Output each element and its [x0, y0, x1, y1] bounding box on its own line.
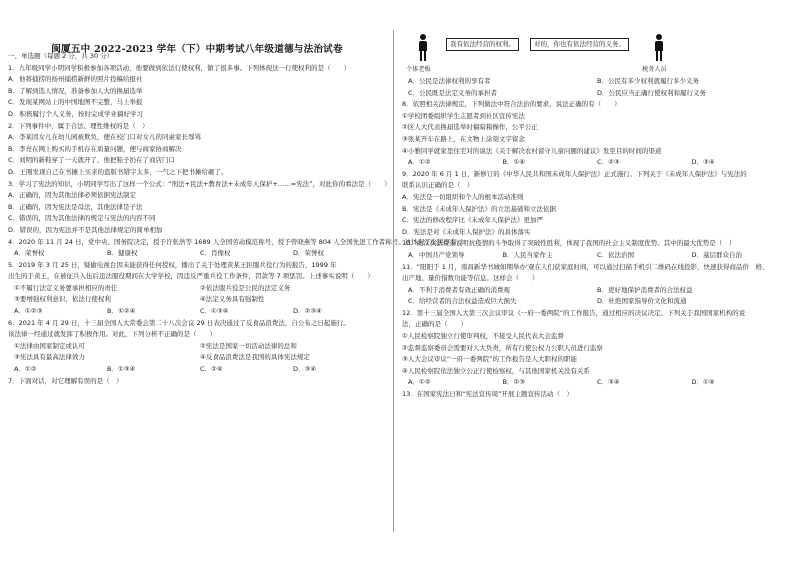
- option-item: D．杜绝国家指导价文化和流通: [597, 297, 687, 306]
- text-line: ④人民检察院依法独立公正行使检察权，与其他国家机关没有关系: [402, 366, 590, 375]
- option-item: ④反食品浪费法是我国的具体宪法规定: [200, 353, 310, 362]
- text-line: 11．“阳阳于 1 月，南昌新华书城如期举办‘观在人们获家庭时间，可以通过扫描手机引二维码在线投影，快速获得商品价 格、: [402, 262, 769, 271]
- text-line: A．他将捕捞的扬州捕捞新鲜的照片投稿给报社: [8, 75, 143, 84]
- text-line: ③张某开车在路上，在文物上涂刻文字留念: [402, 134, 525, 143]
- option-item: A．①②③: [14, 307, 43, 316]
- option-item: D．③④: [293, 365, 317, 374]
- option-item: C．依法治国: [597, 250, 635, 259]
- option-row: [8, 248, 386, 260]
- option-row: [8, 352, 386, 364]
- text-line: D．积极履行个人义务，按时完成学业搞好学习: [8, 109, 144, 118]
- speech-bubble-right: 对的，你也有依法经营的义务。: [530, 38, 629, 51]
- text-line: 一、单选题（每题 2 分，共 30 分）: [8, 52, 114, 60]
- option-row: [402, 250, 786, 262]
- text-line: 法，正确的是（ ）: [402, 320, 467, 329]
- caption-right: 税务人员: [642, 66, 667, 73]
- option-item: B．①④: [502, 158, 526, 167]
- text-line: ①学校团委组织学生志愿者到社区宣传宪法: [402, 111, 525, 120]
- text-line: A．李某因女儿在幼儿园被欺负，便在校门口对女儿的同桌家长辱骂: [8, 133, 201, 142]
- option-item: A．公民是法律权利的享有者: [408, 77, 491, 85]
- text-line: 10．此次执法检查说明抗疫情的斗争取得了突破性胜利，体现了我国的社会主义制度优势。其中的最大优势是（ ）: [402, 239, 736, 248]
- text-line: 8．依照相关法律规定，下列做法中符合法治的要求，说法正确的有（ ）: [402, 100, 621, 109]
- text-line: 出产地、量价指数功能等信息。这样会（ ）: [402, 274, 539, 283]
- text-line: C．刘明的新鞋穿了一天就开了，他把鞋子扔在了商店门口: [8, 156, 176, 165]
- text-line: 联系认识正确的是（ ）: [402, 181, 474, 190]
- option-item: B．更好地保护消费者的合法权益: [597, 285, 693, 294]
- dialogue-figure: [402, 34, 786, 74]
- text-line: 出生的于黄王，在被征兵入伍后违法服役期间在大学学校，因违反严重兵役工作条件，罚款等 7 项惩罚。上述事实说明（ ）: [8, 272, 374, 281]
- option-row: [402, 285, 786, 297]
- title: 闽厦五中 2022-2023 学年（下）中期考试八年级道德与法治试卷: [51, 44, 343, 55]
- option-item: ①不履行法定义务要承担相应的责任: [14, 283, 118, 292]
- option-row: [8, 294, 386, 306]
- option-row: [402, 76, 786, 88]
- option-item: B．公民有多少权利就履行多少义务: [597, 77, 699, 85]
- text-line: B．李亮在网上购买的手机存在质量问题，便与商家协商解决: [8, 144, 182, 153]
- text-line: 9．2020 年 6 月 1 日，新修订的《中华人民共和国未成年人保护法》正式施行。下列关于《未成年人保护法》与宪法的: [402, 169, 747, 178]
- text-line: ②监督监察委员会需要对人大负责，所有行使公权力公职人员进行监察: [402, 343, 603, 352]
- option-item: ③宪法具有最高法律效力: [14, 353, 85, 362]
- speech-bubble-left: 我有依法经营的权利。: [446, 38, 519, 51]
- text-line: D．宪法是对《未成年人保护法》的具体落实: [402, 227, 531, 236]
- option-item: A．①②: [408, 378, 431, 387]
- option-item: A．①②: [408, 158, 431, 167]
- right-questions: [402, 76, 786, 401]
- option-item: B．人民当家作主: [502, 250, 553, 259]
- option-item: D．荣誉权: [293, 249, 325, 258]
- option-item: A．不利于消费者有效正确的消费观: [408, 285, 510, 294]
- option-item: C．公民既是法定义务的承担者: [408, 88, 498, 97]
- option-item: C．肖像权: [200, 249, 231, 258]
- option-item: B．健康权: [107, 249, 138, 258]
- text-line: A．宪法是一切组织和个人的根本活动准则: [402, 192, 524, 201]
- option-item: A．中国共产党领导: [408, 250, 465, 259]
- text-line: 4．2020 年 11 月 24 日，党中央、国务院决定，授予许张浩等 1689 人全国劳动模范称号，授予曾晓燕等 804 人全国先进工作者称号。这体现了公民享有（ ）: [8, 237, 483, 246]
- text-line: ①人民检察院独立行使审判权，不接受人民代表大会监督: [402, 332, 564, 341]
- text-line: 2．下列事件中，属于合法、理性维权的是（ ）: [8, 121, 149, 130]
- option-row: [8, 306, 386, 318]
- option-item: C．②③: [597, 158, 620, 167]
- text-line: C．错误的，因为其他法律的规定与宪法的内容不同: [8, 214, 156, 223]
- text-line: B．宪法是《未成年人保护法》的立法基础和立法依据: [402, 204, 556, 213]
- right-column: [402, 34, 786, 401]
- text-line: 1．九年级同学小明同学积极参加各项活动，他要做到依法行使权利，做了很多事。下列体现这一行使权利的是（ ）: [8, 63, 351, 72]
- option-item: B．①②④: [107, 307, 136, 316]
- option-item: D．基层群众自治: [691, 250, 743, 259]
- option-item: D．公民应当正确行使权利和履行义务: [597, 88, 707, 97]
- option-item: A．荣誉权: [14, 249, 45, 258]
- text-line: A．正确的，因为其他法律必须依据宪法制定: [8, 191, 136, 200]
- option-item: ④法定义务具有强制性: [200, 295, 265, 304]
- text-line: 7．下面对话，对它理解有误的是（ ）: [8, 376, 123, 385]
- option-row: [8, 364, 386, 376]
- person-icon: [416, 34, 430, 62]
- text-line: B．了解到选人情况，准备参加人大的换届选举: [8, 86, 143, 95]
- text-line: 5．2019 年 3 月 25 日，疑偷电视台因未能获得任何授权，播出了关于处理黄某王拒服兵役行为的报告，1999 年: [8, 260, 337, 269]
- option-item: D．③④: [691, 158, 715, 167]
- option-item: D．②③④: [293, 307, 322, 316]
- text-line: D．错误的，因为宪法并不是其他法律规定的简单相加: [8, 225, 163, 234]
- option-row: [8, 283, 386, 295]
- option-item: B．①③④: [107, 365, 136, 374]
- option-item: D．①④: [691, 378, 715, 387]
- option-item: ②宪法是国家一切活动法律的总和: [200, 341, 297, 350]
- text-line: ④小雅同学就家里住宅对的说法《关于解决农村留守儿童问题的建议》发至目的时间的渠道: [402, 146, 662, 155]
- option-row: [402, 157, 786, 169]
- text-line: C．宪法的修改程序比《未成年人保护法》更加严: [402, 216, 544, 225]
- text-line: 该法律一经通过就发挥了积极作用。对此，下列分析不正确的是（ ）: [8, 330, 216, 339]
- text-line: 6．2021 年 4 月 29 日，十三届全国人大常委会第二十八次会议 29 日表决通过了反食品浪费法，自公布之日起施行。: [8, 318, 350, 327]
- option-item: ②依法服兵役是公民的法定义务: [200, 283, 291, 292]
- text-line: B．正确的，因为宪法是母法，其他法律是子法: [8, 202, 143, 211]
- option-item: ③要增强权利意识，依法行使权利: [14, 295, 111, 304]
- person-icon: [652, 34, 666, 62]
- text-line: 13．在国家宪法日和“宪法宣传周”开展主题宣传活动（ ）: [402, 390, 574, 399]
- column-divider: [393, 30, 394, 532]
- option-item: C．①③④: [200, 307, 229, 316]
- option-row: [402, 377, 786, 389]
- text-line: D．王刚发现自己在书摊上买来的盗版书错字太多，一气之下把书摊给砸了。: [8, 167, 228, 176]
- option-item: A．①②: [14, 365, 37, 374]
- option-item: C．给经营者的合法权益造成巨大损失: [408, 297, 517, 306]
- option-item: B．②③: [502, 378, 526, 387]
- text-line: ②区人大代表换届选举时搞暗箱操作，公平公正: [402, 123, 538, 132]
- option-row: [402, 296, 786, 308]
- option-item: C．③④: [597, 378, 620, 387]
- option-item: C．②④: [200, 365, 223, 374]
- text-line: ③人大会议审议“一府一委两院”的工作报告是人大职权的职能: [402, 355, 578, 364]
- option-row: [402, 88, 786, 100]
- text-line: 12．第十三届全国人大第三次会议审议《一府一委两院”的工作报告，通过相应的决议决定。下列关于我国国家机构的说: [402, 308, 746, 317]
- option-item: ①法律由国家制定或认可: [14, 341, 85, 350]
- text-line: 3．学习了宪法的知识，小明同学写出了这样一个公式：“刑法+民法+教育法+未成年人保护+……=宪法”，对此你的看法是（ ）: [8, 179, 391, 188]
- caption-left: 个体老板: [406, 66, 431, 73]
- text-line: C．发现某网站上的中国地图不完整，马上举报: [8, 98, 143, 107]
- option-row: [8, 341, 386, 353]
